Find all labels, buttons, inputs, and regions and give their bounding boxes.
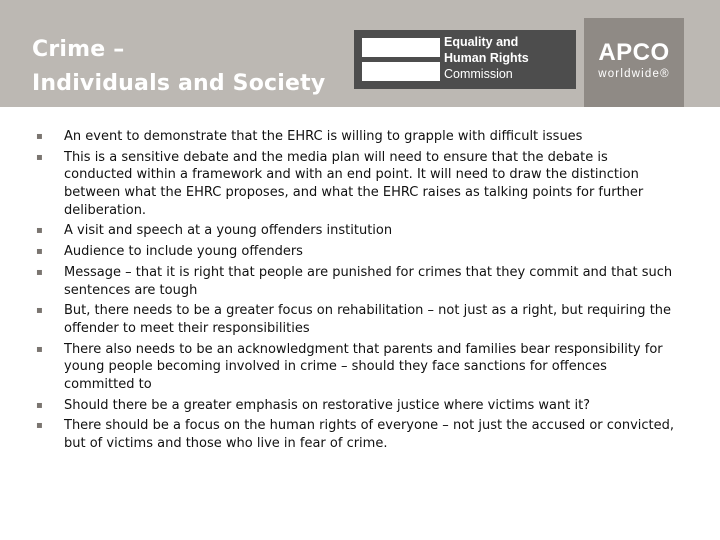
ehrc-logo-line-2: Human Rights <box>444 51 529 65</box>
square-bullet-icon: ▪ <box>36 151 43 163</box>
apco-logo-subtitle: worldwide® <box>598 68 670 80</box>
ehrc-logo-line-3: Commission <box>444 67 513 81</box>
ehrc-logo <box>354 30 576 89</box>
apco-logo-name: APCO <box>598 39 670 66</box>
bullet-text: An event to demonstrate that the EHRC is willing to grapple with difficult issues <box>64 129 583 144</box>
bullet-item <box>36 341 676 394</box>
slide-title <box>32 33 325 101</box>
bullet-text: Audience to include young offenders <box>64 244 303 260</box>
bullet-item <box>36 397 676 415</box>
square-bullet-icon: ▪ <box>36 246 43 258</box>
bullet-text: There should be a focus on the human rights of everyone – not just the accused or convicted, but of victims and those who live in fear of crime. <box>64 418 675 451</box>
square-bullet-icon: ▪ <box>36 399 43 411</box>
square-bullet-icon: ▪ <box>36 266 43 278</box>
title-line-2: Individuals and Society <box>32 71 326 96</box>
bullet-text: There also needs to be an acknowledgment that parents and families bear responsibility for young people becoming involved in crime – should they face sanctions for offences committed to <box>64 341 663 392</box>
bullet-item <box>36 128 676 146</box>
bullet-item <box>36 222 676 240</box>
apco-logo <box>584 18 684 107</box>
ehrc-logo-bar-bottom <box>362 62 440 81</box>
ehrc-logo-text <box>444 34 529 82</box>
title-line-1: Crime – <box>32 37 125 62</box>
ehrc-logo-line-1: Equality and <box>444 35 519 49</box>
bullet-item <box>36 264 676 299</box>
bullet-text: But, there needs to be a greater focus on rehabilitation – not just as a right, but requiring the offender to meet their responsibilities <box>64 303 672 336</box>
square-bullet-icon: ▪ <box>36 305 43 317</box>
bullet-item <box>36 417 676 452</box>
bullet-item <box>36 149 676 219</box>
bullet-item <box>36 302 676 337</box>
slide-body <box>36 128 676 456</box>
square-bullet-icon: ▪ <box>36 343 43 355</box>
ehrc-logo-bar-top <box>362 38 440 57</box>
square-bullet-icon: ▪ <box>36 420 43 432</box>
bullet-text: Should there be a greater emphasis on restorative justice where victims want it? <box>64 397 591 413</box>
square-bullet-icon: ▪ <box>36 131 43 142</box>
bullet-text: A visit and speech at a young offenders institution <box>64 223 393 239</box>
bullet-text: This is a sensitive debate and the media plan will need to ensure that the debate is conducted within a framework and with an end point. It will need to draw the distinction between what the EHRC proposes, and what the EHRC raises as talking points for further deliberation. <box>64 149 644 218</box>
slide-header <box>0 0 720 107</box>
bullet-text: Message – that it is right that people are punished for crimes that they commit and that such sentences are tough <box>64 264 673 298</box>
bullet-item <box>36 243 676 261</box>
bullet-list <box>36 128 676 453</box>
square-bullet-icon: ▪ <box>36 225 43 237</box>
